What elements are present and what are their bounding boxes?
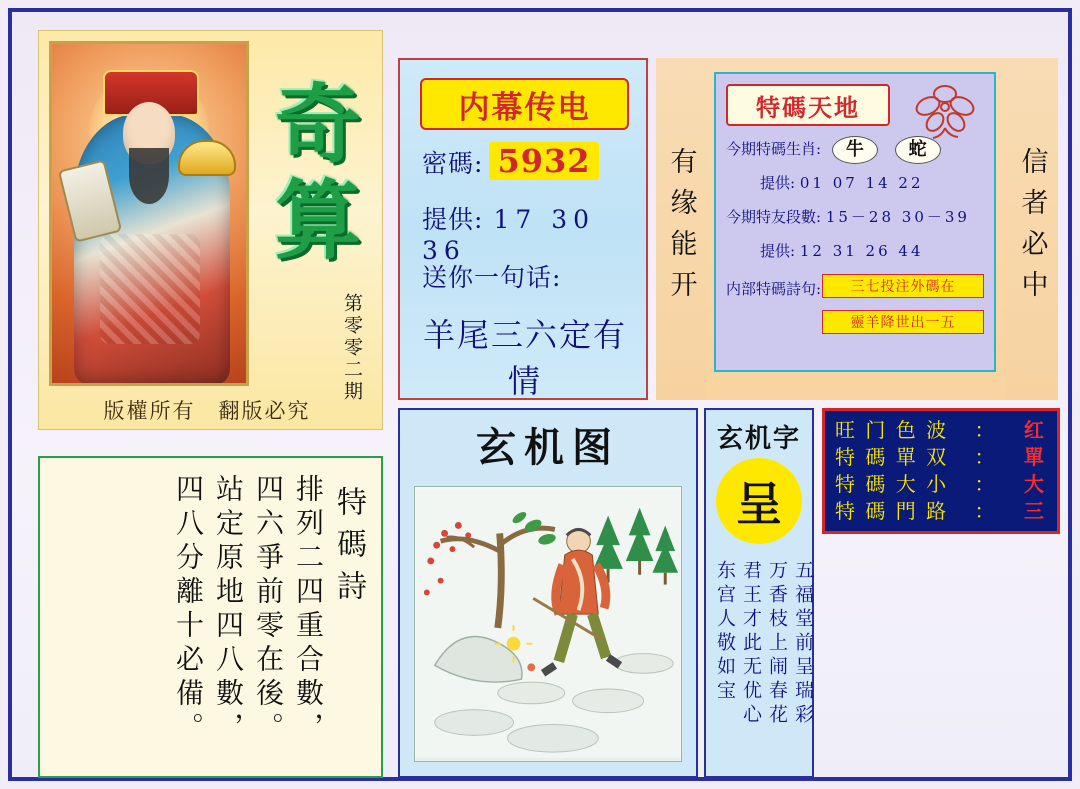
range-supply-row — [760, 240, 924, 261]
poem-line: 排列二四重合數， — [292, 474, 325, 746]
verse-column: 君王才此无优心 — [740, 560, 762, 728]
mystic-character-panel — [704, 408, 814, 778]
poem-line: 四六爭前零在後。 — [252, 474, 285, 746]
prediction-row — [835, 498, 1047, 525]
believer-slogan-strip — [1006, 58, 1058, 400]
inner-poem-line-1: 三七投注外碼在 — [822, 274, 984, 298]
mystic-illustration — [414, 486, 682, 762]
zodiac-supply-numbers: 01 07 14 22 — [799, 174, 924, 192]
inner-poem-line-2: 靈羊降世出一五 — [822, 310, 984, 334]
supply-row — [422, 200, 646, 265]
prediction-label: 特 碼 大 小 — [835, 472, 949, 496]
range-label: 今期特友段數: — [726, 208, 822, 226]
prediction-row — [835, 417, 1047, 444]
zodiac-badge-2: 蛇 — [895, 136, 941, 164]
range-value: 15－28 30－39 — [825, 208, 970, 226]
prediction-value: 單 — [1023, 445, 1046, 469]
prediction-value: 大 — [1023, 472, 1046, 496]
mystic-picture-title: 玄机图 — [476, 424, 620, 471]
message-label: 送你一句话: — [422, 263, 562, 292]
supply-label: 提供: — [422, 205, 484, 234]
password-label: 密碼: — [422, 149, 484, 178]
mystic-scene-svg — [415, 487, 681, 761]
password-row — [422, 142, 599, 180]
message-line: 羊尾三六定有情 — [422, 316, 627, 400]
insider-title: 内幕传电 — [420, 78, 629, 130]
zodiac-row — [726, 136, 947, 164]
deity-beard — [129, 148, 169, 204]
believer-slogan-text: 信者必中 — [1016, 147, 1048, 311]
verse-column: 五福堂前呈瑞彩 — [792, 560, 814, 728]
mystic-character-title: 玄机字 — [716, 424, 801, 454]
flower-ornament-icon — [902, 80, 988, 140]
poster-inner-area — [16, 16, 1064, 773]
inner-poem-label: 内部特碼詩句: — [726, 280, 822, 298]
deity-illustration — [49, 41, 249, 386]
special-code-poem-panel — [38, 456, 383, 778]
prediction-row — [835, 444, 1047, 471]
prediction-value: 红 — [1023, 418, 1046, 442]
page-title: 奇算 — [275, 74, 361, 271]
verse-column: 万香枝上闹春花 — [766, 560, 788, 728]
zodiac-supply-row — [760, 172, 924, 193]
poem-line: 四八分離十必備。 — [172, 474, 205, 746]
empty-right-area — [822, 540, 1060, 778]
zodiac-label: 今期特碼生肖: — [726, 140, 822, 158]
special-code-world-wrapper — [706, 58, 1006, 400]
issue-number: 第零零二期 — [341, 293, 363, 403]
prediction-label: 旺 门 色 波 — [835, 418, 949, 442]
supply-numbers: 17 30 36 — [422, 205, 596, 265]
gold-ingot-icon — [178, 140, 236, 176]
fate-slogan-strip — [656, 58, 706, 400]
poem-heading: 特碼詩 — [331, 486, 366, 612]
robe-pattern — [100, 234, 200, 344]
insider-broadcast-panel — [398, 58, 648, 400]
prediction-box — [822, 408, 1060, 534]
prediction-label: 特 碼 門 路 — [835, 499, 949, 523]
mystic-character-value: 呈 — [716, 458, 802, 544]
verse-column: 东宫人敬如宝 — [714, 560, 736, 704]
password-value: 5932 — [489, 142, 598, 180]
prediction-colon: ： — [974, 499, 997, 523]
deity-panel — [38, 30, 383, 430]
prediction-colon: ： — [974, 472, 997, 496]
prediction-colon: ： — [974, 418, 997, 442]
mystic-picture-panel — [398, 408, 698, 778]
copyright-notice: 版權所有 翻版必究 — [103, 399, 311, 423]
range-row — [726, 206, 970, 227]
range-supply-label: 提供: — [760, 242, 796, 260]
mystic-character-verse — [712, 560, 814, 768]
poster-outer-frame — [8, 8, 1072, 781]
prediction-label: 特 碼 單 双 — [835, 445, 949, 469]
zodiac-badge-1: 牛 — [832, 136, 878, 164]
special-code-world-panel — [714, 72, 996, 372]
prediction-row — [835, 471, 1047, 498]
zodiac-supply-label: 提供: — [760, 174, 796, 192]
prediction-colon: ： — [974, 445, 997, 469]
special-code-world-title: 特碼天地 — [726, 84, 890, 126]
range-supply-numbers: 12 31 26 44 — [799, 242, 924, 260]
fate-slogan-text: 有缘能开 — [665, 147, 697, 311]
poem-line: 站定原地四八數， — [212, 474, 245, 746]
prediction-value: 三 — [1023, 499, 1046, 523]
poem-columns — [46, 464, 375, 770]
